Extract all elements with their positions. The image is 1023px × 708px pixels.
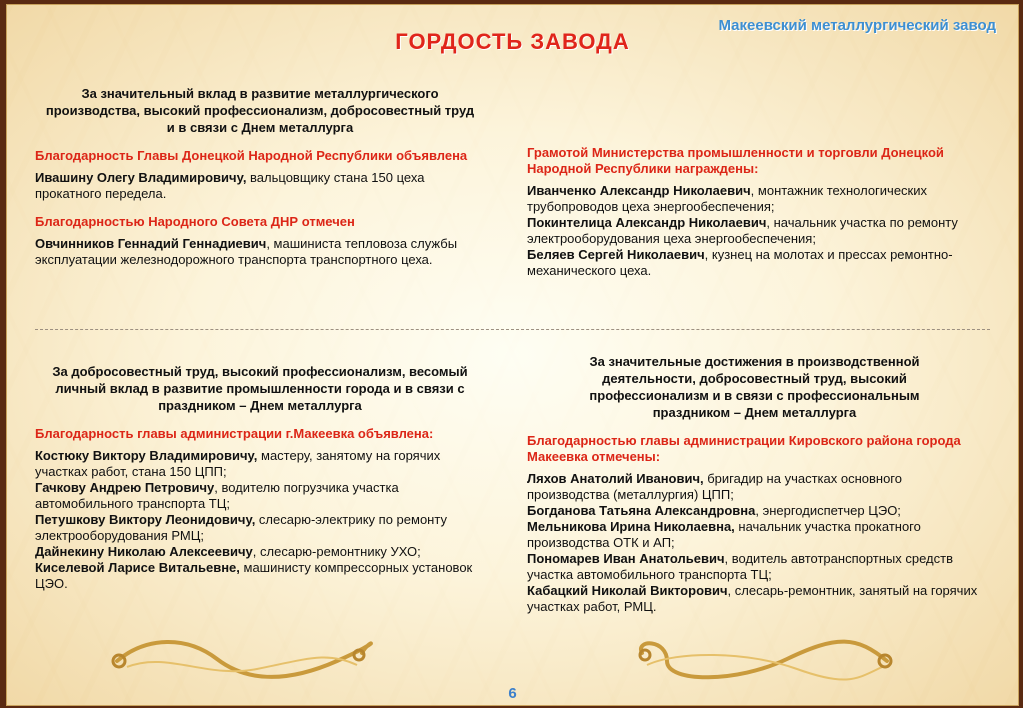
award-entry: [35, 512, 485, 544]
award-section: [35, 426, 485, 592]
intro-text: За добросовестный труд, высокий профессионализм, весомый личный вклад в развитие промышленности города и в связи с праздником – Днем металлурга: [52, 364, 468, 413]
recipient-position: , машиниста тепловоза службы эксплуатации железнодорожного транспорта транспортного цеха.: [35, 236, 458, 267]
award-entry: [35, 480, 485, 512]
recipient-name: Иванченко Александр Николаевич: [527, 183, 751, 198]
column-top-right: [527, 145, 982, 291]
award-entry: [527, 471, 982, 503]
intro-text: За значительные достижения в производственной деятельности, добросовестный труд, высокий профессионализм и в связи с профессиональным праздником – Днем металлурга: [589, 354, 920, 420]
award-entry: [527, 583, 982, 615]
column-bottom-right: [527, 353, 982, 627]
recipient-name: Пономарев Иван Анатольевич: [527, 551, 725, 566]
award-section: [527, 145, 982, 279]
award-entry: [527, 183, 982, 215]
award-section: [35, 148, 485, 202]
recipient-name: Ивашину Олегу Владимировичу,: [35, 170, 247, 185]
recipient-name: Гачкову Андрею Петровичу: [35, 480, 215, 495]
award-section: [35, 214, 485, 268]
page: [6, 4, 1019, 706]
recipient-position: начальник участка прокатного производства ОТК и АП;: [527, 519, 921, 550]
recipient-name: Кабацкий Николай Викторович: [527, 583, 728, 598]
award-entry: [527, 503, 982, 519]
recipient-position: слесарю-электрику по ремонту электрооборудования РМЦ;: [35, 512, 447, 543]
award-entry: [35, 448, 485, 480]
section-divider: [35, 329, 990, 330]
intro-text: За значительный вклад в развитие металлургического производства, высокий профессионализм, добросовестный труд и в связи с Днем металлурга: [45, 86, 475, 135]
award-heading: Благодарность Главы Донецкой Народной Республики объявлена: [35, 148, 468, 163]
recipient-position: , монтажник технологических трубопроводов цеха энергообеспечения;: [527, 183, 928, 214]
column-bottom-left: [35, 363, 485, 604]
recipient-name: Костюку Виктору Владимировичу,: [35, 448, 258, 463]
award-heading: Благодарностью главы администрации Кировского района города Макеевка отмечены:: [527, 433, 961, 464]
gold-scroll-ornament-left: [107, 631, 377, 691]
recipient-name: Дайнекину Николаю Алексеевичу: [35, 544, 253, 559]
recipient-position: , слесарю-ремонтнику УХО;: [252, 544, 421, 559]
recipient-position: бригадир на участках основного производства (металлургия) ЦПП;: [527, 471, 902, 502]
recipient-name: Петушкову Виктору Леонидовичу,: [35, 512, 256, 527]
recipient-position: , энергодиспетчер ЦЭО;: [755, 503, 901, 518]
award-entry: [527, 215, 982, 247]
recipient-position: , слесарь-ремонтник, занятый на горячих участках работ, РМЦ.: [527, 583, 978, 614]
award-entry: [35, 170, 485, 202]
recipient-name: Беляев Сергей Николаевич: [527, 247, 705, 262]
recipient-name: Покинтелица Александр Николаевич: [527, 215, 767, 230]
recipient-position: , водителю погрузчика участка автомобильного транспорта ТЦ;: [35, 480, 399, 511]
award-section: [527, 433, 982, 615]
recipient-name: Овчинников Геннадий Геннадиевич: [35, 236, 267, 251]
recipient-position: , начальник участка по ремонту электрооборудования цеха энергообеспечения;: [527, 215, 958, 246]
award-heading: Благодарность главы администрации г.Макеевка объявлена:: [35, 426, 434, 441]
page-title: ГОРДОСТЬ ЗАВОДА: [395, 29, 630, 54]
award-entry: [35, 544, 485, 560]
recipient-position: мастеру, занятому на горячих участках работ, стана 150 ЦПП;: [35, 448, 441, 479]
recipient-name: Богданова Татьяна Александровна: [527, 503, 756, 518]
brand-name: Макеевский металлургический завод: [718, 17, 996, 34]
recipient-position: , водитель автотранспортных средств участка автомобильного транспорта ТЦ;: [527, 551, 953, 582]
column-top-left: [35, 85, 485, 280]
recipient-position: , кузнец на молотах и прессах ремонтно-механического цеха.: [527, 247, 953, 278]
award-entry: [527, 247, 982, 279]
page-number: 6: [508, 685, 517, 702]
recipient-name: Киселевой Ларисе Витальевне,: [35, 560, 240, 575]
recipient-position: машинисту компрессорных установок ЦЭО.: [35, 560, 473, 591]
award-entry: [527, 519, 982, 551]
award-heading: Благодарностью Народного Совета ДНР отмечен: [35, 214, 355, 229]
award-entry: [35, 560, 485, 592]
gold-scroll-ornament-right: [627, 631, 897, 691]
award-heading: Грамотой Министерства промышленности и торговли Донецкой Народной Республики награждены:: [527, 145, 944, 176]
recipient-name: Ляхов Анатолий Иванович,: [527, 471, 704, 486]
award-entry: [527, 551, 982, 583]
recipient-name: Мельникова Ирина Николаевна,: [527, 519, 735, 534]
recipient-position: вальцовщику стана 150 цеха прокатного передела.: [35, 170, 425, 201]
award-entry: [35, 236, 485, 268]
